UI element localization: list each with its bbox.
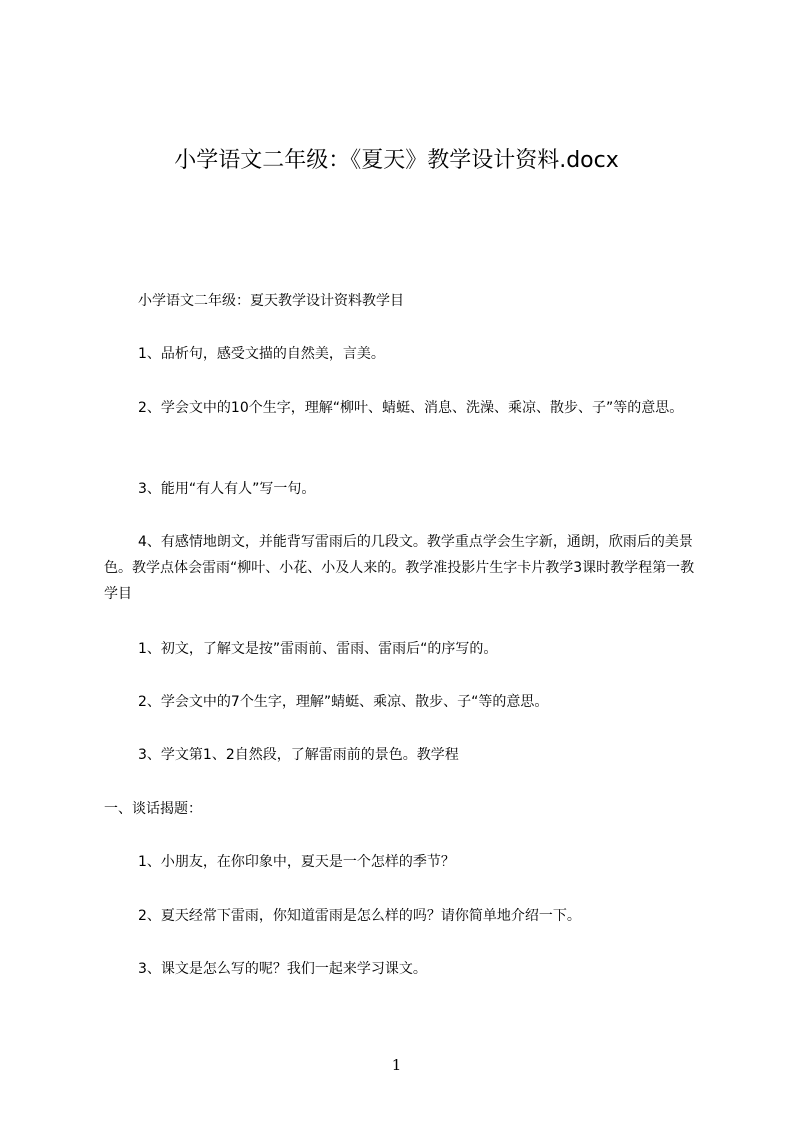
- paragraph: 2、夏天经常下雷雨，你知道雷雨是怎么样的吗？请你简单地介绍一下。: [138, 908, 581, 924]
- paragraph: 2、学会文中的7个生字，理解”蜻蜓、乘凉、散步、子“等的意思。: [138, 694, 549, 710]
- paragraph: 1、小朋友，在你印象中，夏天是一个怎样的季节？: [138, 854, 455, 870]
- paragraph: 1、品析句，感受文描的自然美，言美。: [138, 346, 385, 362]
- document-title: 小学语文二年级：《夏天》教学设计资料.docx: [174, 148, 619, 173]
- page-number: 1: [391, 1056, 402, 1074]
- paragraph: 2、学会文中的10个生字，理解“柳叶、蜻蜓、消息、洗澡、乘凉、散步、子”等的意思。: [138, 400, 684, 416]
- paragraph: 小学语文二年级：夏天教学设计资料教学目: [138, 293, 404, 309]
- section-heading: 一、谈话揭题：: [104, 801, 202, 817]
- paragraph: 1、初文，了解文是按”雷雨前、雷雨、雷雨后“的序写的。: [138, 641, 498, 657]
- paragraph: 3、课文是怎么写的呢？我们一起来学习课文。: [138, 961, 427, 977]
- paragraph: 3、能用“有人有人”写一句。: [138, 481, 316, 497]
- paragraph: 3、学文第1、2自然段，了解雷雨前的景色。教学程: [138, 747, 459, 763]
- paragraph: 4、有感情地朗文，并能背写雷雨后的几段文。教学重点学会生字新，通朗，欣雨后的美景色。教学点体会雷雨“柳叶、小花、小及人来的。教学准投影片生字卡片教学3课时教学程第一教学目: [104, 534, 695, 602]
